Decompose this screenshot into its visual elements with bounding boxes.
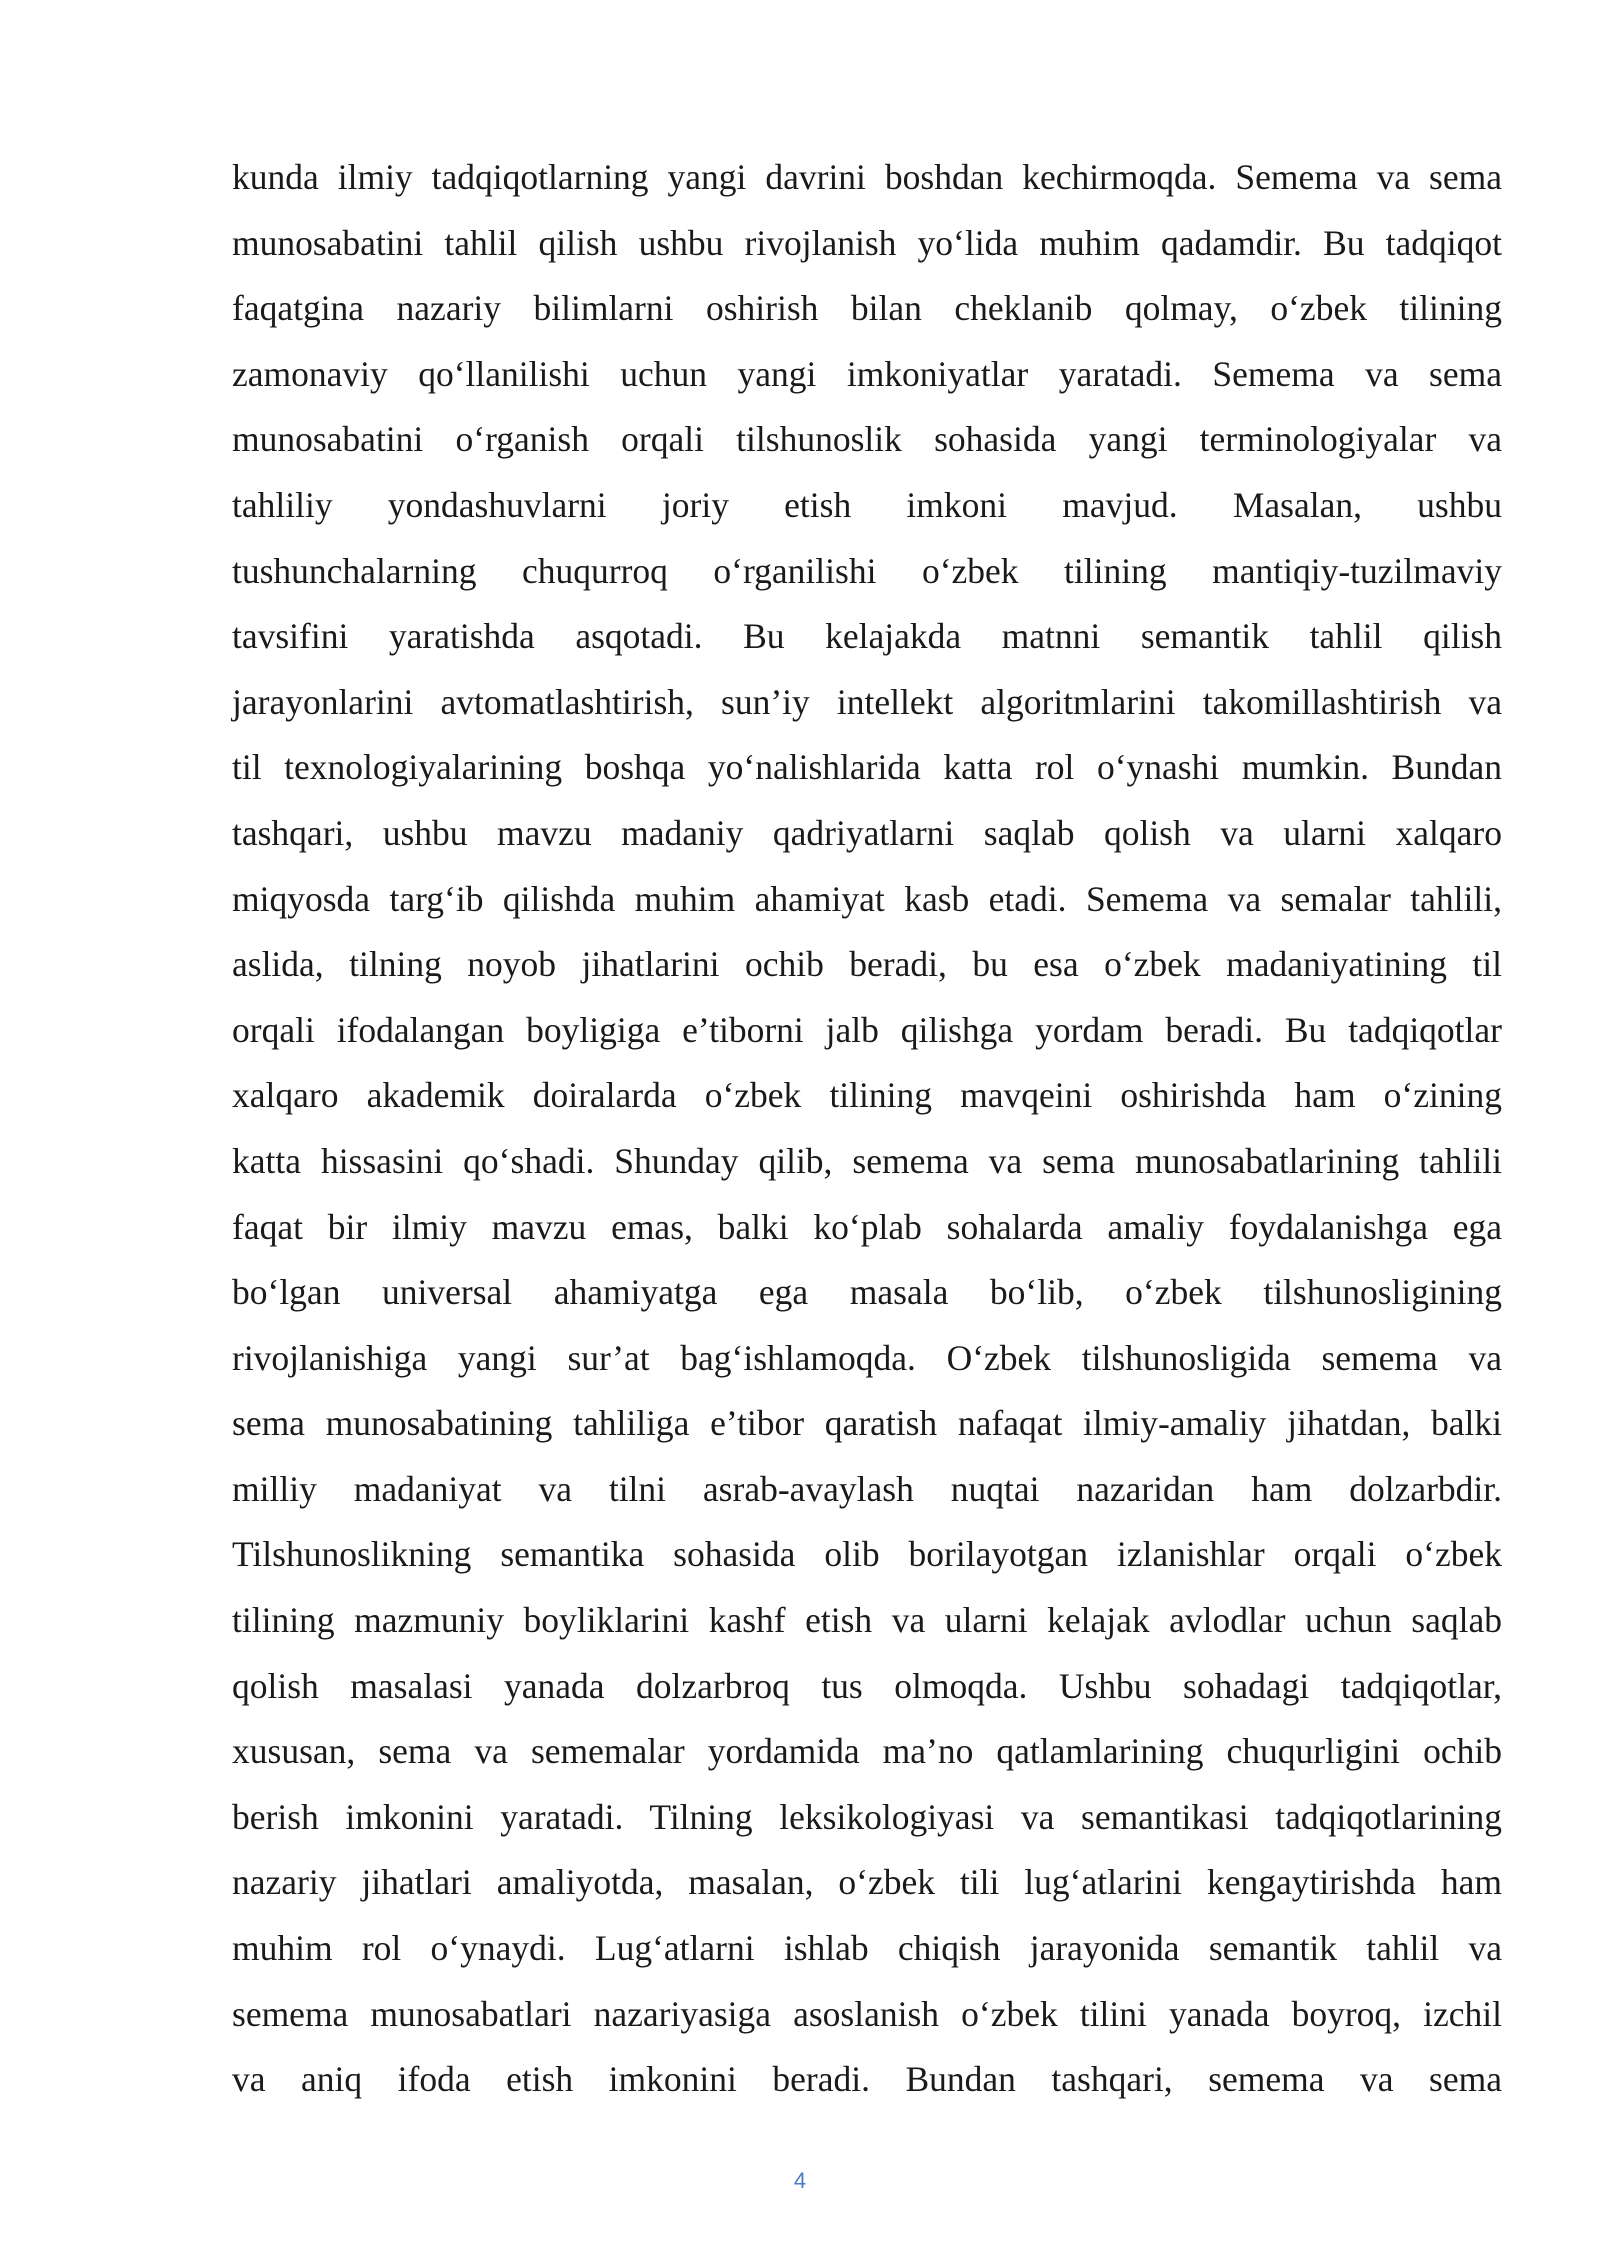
text-line: semema munosabatlari nazariyasiga asoslanish o‘zbek tilini yanada boyroq, izchil: [232, 1993, 1502, 2034]
text-line: miqyosda targ‘ib qilishda muhim ahamiyat kasb etadi. Semema va semalar tahlili,: [232, 878, 1502, 919]
text-line: rivojlanishiga yangi sur’at bag‘ishlamoqda. O‘zbek tilshunosligida semema va: [232, 1337, 1502, 1378]
text-line: va aniq ifoda etish imkonini beradi. Bundan tashqari, semema va sema: [232, 2059, 1502, 2100]
text-line: berish imkonini yaratadi. Tilning leksikologiyasi va semantikasi tadqiqotlarining: [232, 1796, 1502, 1837]
text-line: tashqari, ushbu mavzu madaniy qadriyatlarni saqlab qolish va ularni xalqaro: [232, 812, 1502, 853]
text-line: til texnologiyalarining boshqa yo‘nalishlarida katta rol o‘ynashi mumkin. Bundan: [232, 747, 1502, 788]
text-line: xalqaro akademik doiralarda o‘zbek tilining mavqeini oshirishda ham o‘zining: [232, 1075, 1502, 1116]
text-line: faqatgina nazariy bilimlarni oshirish bilan cheklanib qolmay, o‘zbek tilining: [232, 288, 1502, 329]
text-line: nazariy jihatlari amaliyotda, masalan, o‘zbek tili lug‘atlarini kengaytirishda ham: [232, 1862, 1502, 1903]
text-line: sema munosabatining tahliliga e’tibor qaratish nafaqat ilmiy-amaliy jihatdan, balki: [232, 1403, 1502, 1444]
text-line: Tilshunoslikning semantika sohasida olib borilayotgan izlanishlar orqali o‘zbek: [232, 1534, 1502, 1575]
text-line: tushunchalarning chuqurroq o‘rganilishi o‘zbek tilining mantiqiy-tuzilmaviy: [232, 550, 1502, 591]
text-line: xususan, sema va sememalar yordamida ma’no qatlamlarining chuqurligini ochib: [232, 1731, 1502, 1772]
text-line: tilining mazmuniy boyliklarini kashf etish va ularni kelajak avlodlar uchun saqlab: [232, 1600, 1502, 1641]
text-line: faqat bir ilmiy mavzu emas, balki ko‘plab sohalarda amaliy foydalanishga ega: [232, 1206, 1502, 1247]
page-number: 4: [793, 2168, 807, 2193]
text-line: katta hissasini qo‘shadi. Shunday qilib, semema va sema munosabatlarining tahlili: [232, 1140, 1502, 1181]
text-line: munosabatini tahlil qilish ushbu rivojlanish yo‘lida muhim qadamdir. Bu tadqiqot: [232, 222, 1502, 263]
text-line: muhim rol o‘ynaydi. Lug‘atlarni ishlab chiqish jarayonida semantik tahlil va: [232, 1928, 1502, 1969]
text-line: tavsifini yaratishda asqotadi. Bu kelajakda matnni semantik tahlil qilish: [232, 616, 1502, 657]
text-line: munosabatini o‘rganish orqali tilshunoslik sohasida yangi terminologiyalar va: [232, 419, 1502, 460]
text-line: bo‘lgan universal ahamiyatga ega masala bo‘lib, o‘zbek tilshunosligining: [232, 1272, 1502, 1313]
text-line: qolish masalasi yanada dolzarbroq tus olmoqda. Ushbu sohadagi tadqiqotlar,: [232, 1665, 1502, 1706]
text-line: tahliliy yondashuvlarni joriy etish imkoni mavjud. Masalan, ushbu: [232, 484, 1502, 525]
text-line: orqali ifodalangan boyligiga e’tiborni jalb qilishga yordam beradi. Bu tadqiqotlar: [232, 1009, 1502, 1050]
text-line: zamonaviy qo‘llanilishi uchun yangi imkoniyatlar yaratadi. Semema va sema: [232, 353, 1502, 394]
text-line: aslida, tilning noyob jihatlarini ochib beradi, bu esa o‘zbek madaniyatining til: [232, 944, 1502, 985]
body-paragraph: [232, 148, 1502, 2116]
text-line: kunda ilmiy tadqiqotlarning yangi davrini boshdan kechirmoqda. Semema va sema: [232, 157, 1502, 197]
text-line: jarayonlarini avtomatlashtirish, sun’iy intellekt algoritmlarini takomillashtirish va: [232, 681, 1502, 722]
text-line: milliy madaniyat va tilni asrab-avaylash nuqtai nazaridan ham dolzarbdir.: [232, 1468, 1502, 1509]
